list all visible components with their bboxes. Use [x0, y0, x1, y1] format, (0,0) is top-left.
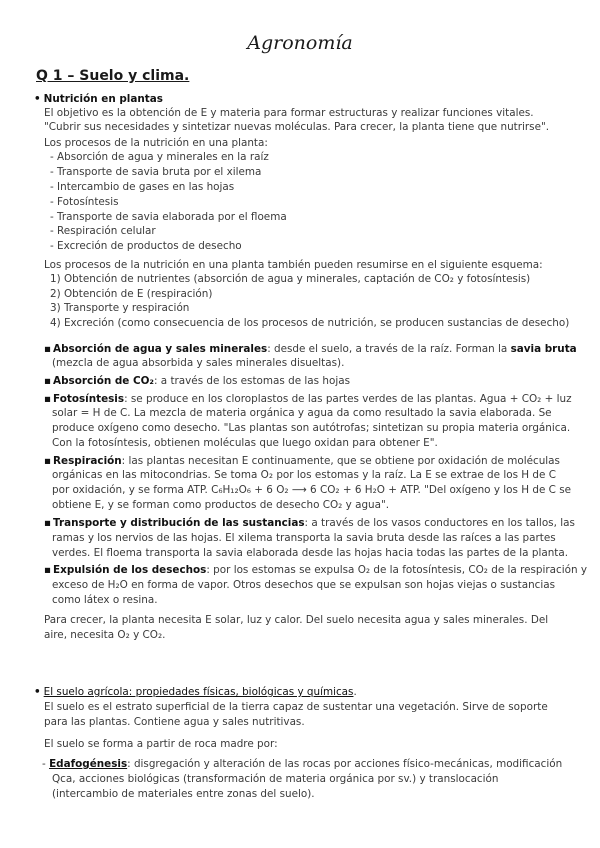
transporte-line: ramas y los nervios de las hojas. El xilema transporta la savia bruta desde las raíces a las partes	[52, 532, 556, 544]
absorcion-term: Absorción de agua y sales minerales	[53, 343, 268, 355]
respiracion-line: por oxidación, y se forma ATP. C₆H₁₂O₆ + 6 O₂ ⟶ 6 CO₂ + 6 H₂O + ATP. "Del oxígeno y los H de C se	[52, 484, 572, 496]
absorcion-line-1: ▪ Absorción de agua y sales minerales: desde el suelo, a través de la raíz. Forman la savia bruta	[44, 343, 577, 355]
absorcion-co2-term: Absorción de CO₂	[53, 375, 154, 387]
fotosintesis-line: solar = H de C. La mezcla de materia orgánica y agua da como resultado la savia elaborada. Se	[52, 407, 552, 419]
respiracion-term: Respiración	[53, 455, 122, 467]
edafogenesis-line: Qca, acciones biológicas (transformación de materia orgánica por sv.) y translocación	[52, 773, 499, 785]
absorcion-co2-line: ▪ Absorción de CO₂: a través de los estomas de las hojas	[44, 375, 350, 387]
section-heading: Q 1 – Suelo y clima.	[36, 68, 190, 84]
esquema-item: 2) Obtención de E (respiración)	[50, 288, 213, 300]
proceso-item: - Absorción de agua y minerales en la raíz	[50, 151, 269, 163]
respiracion-line: orgánicas en las mitocondrias. Se toma O₂ por los estomas y la raíz. La E se extrae de los H de C	[52, 469, 556, 481]
expulsion-term: Expulsión de los desechos	[53, 564, 207, 576]
proceso-item: - Respiración celular	[50, 225, 156, 237]
proceso-item: - Excreción de productos de desecho	[50, 240, 242, 252]
fotosintesis-line: Con la fotosíntesis, obtienen moléculas que luego oxidan para obtener E".	[52, 437, 438, 449]
savia-bruta-term: savia bruta	[510, 343, 577, 355]
nutricion-intro-2: "Cubrir sus necesidades y sintetizar nuevas moléculas. Para crecer, la planta tiene que nutrirse".	[44, 121, 550, 133]
expulsion-line-1: ▪ Expulsión de los desechos: por los estomas se expulsa O₂ de la fotosíntesis, CO₂ de la respiración y	[44, 564, 588, 576]
bullet-square: ▪	[44, 455, 52, 467]
proceso-item: - Transporte de savia elaborada por el floema	[50, 211, 287, 223]
bullet-dot: •	[34, 686, 41, 698]
bullet-square: ▪	[44, 343, 52, 355]
nutricion-heading: • Nutrición en plantas	[34, 93, 163, 105]
nutricion-intro-3: Los procesos de la nutrición en una planta:	[44, 137, 268, 149]
bullet-square: ▪	[44, 375, 52, 387]
crecer-line: Para crecer, la planta necesita E solar, luz y calor. Del suelo necesita agua y sales minerales. Del	[44, 614, 549, 626]
expulsion-line: como látex o resina.	[52, 594, 158, 606]
fotosintesis-term: Fotosíntesis	[53, 393, 125, 405]
bullet-square: ▪	[44, 564, 52, 576]
edafogenesis-line-1: - Edafogénesis: disgregación y alteración de las rocas por acciones físico-mecánicas, modificación	[42, 758, 563, 770]
esquema-intro: Los procesos de la nutrición en una planta también pueden resumirse en el siguiente esquema:	[44, 259, 543, 271]
esquema-item: 1) Obtención de nutrientes (absorción de agua y minerales, captación de CO₂ y fotosíntesis)	[50, 273, 531, 285]
edafogenesis-line: (intercambio de materiales entre zonas del suelo).	[52, 788, 315, 800]
esquema-item: 4) Excreción (como consecuencia de los procesos de nutrición, se producen sustancias de desecho)	[50, 317, 570, 329]
esquema-item: 3) Transporte y respiración	[50, 302, 190, 314]
suelo-line: El suelo es el estrato superficial de la tierra capaz de sustentar una vegetación. Sirve de soporte	[44, 701, 548, 713]
nutricion-intro-1: El objetivo es la obtención de E y materia para formar estructuras y realizar funciones vitales.	[44, 107, 534, 119]
suelo-line: para las plantas. Contiene agua y sales nutritivas.	[44, 716, 305, 728]
proceso-item: - Intercambio de gases en las hojas	[50, 181, 235, 193]
fotosintesis-line: produce oxígeno como desecho. "Las plantas son autótrofas; sintetizan su propia materia orgánica.	[52, 422, 571, 434]
suelo-heading: • El suelo agrícola: propiedades físicas, biológicas y químicas.	[34, 686, 357, 698]
fotosintesis-line-1: ▪ Fotosíntesis: se produce en los cloroplastos de las partes verdes de las plantas. Agua + CO₂ + luz	[44, 393, 572, 405]
proceso-item: - Fotosíntesis	[50, 196, 119, 208]
page-title: Agronomía	[247, 32, 353, 54]
bullet-square: ▪	[44, 393, 52, 405]
transporte-term: Transporte y distribución de las sustancias	[53, 517, 305, 529]
suelo-forma: El suelo se forma a partir de roca madre por:	[44, 738, 278, 750]
bullet-dot: •	[34, 93, 41, 105]
proceso-item: - Transporte de savia bruta por el xilema	[50, 166, 262, 178]
dash-bullet: -	[42, 758, 50, 770]
crecer-line: aire, necesita O₂ y CO₂.	[44, 629, 166, 641]
edafogenesis-term: Edafogénesis	[49, 758, 128, 770]
transporte-line: verdes. El floema transporta la savia elaborada desde las hojas hacia todas las partes de la planta.	[52, 547, 569, 559]
transporte-line-1: ▪ Transporte y distribución de las sustancias: a través de los vasos conductores en los tallos, las	[44, 517, 575, 529]
respiracion-line-1: ▪ Respiración: las plantas necesitan E continuamente, que se obtiene por oxidación de moléculas	[44, 455, 560, 467]
respiracion-line: obtiene E, y se forman como productos de desecho CO₂ y agua".	[52, 499, 390, 511]
absorcion-line-2: (mezcla de agua absorbida y sales minerales disueltas).	[52, 357, 345, 369]
expulsion-line: exceso de H₂O en forma de vapor. Otros desechos que se expulsan son hojas viejas o sustancias	[52, 579, 556, 591]
bullet-square: ▪	[44, 517, 52, 529]
